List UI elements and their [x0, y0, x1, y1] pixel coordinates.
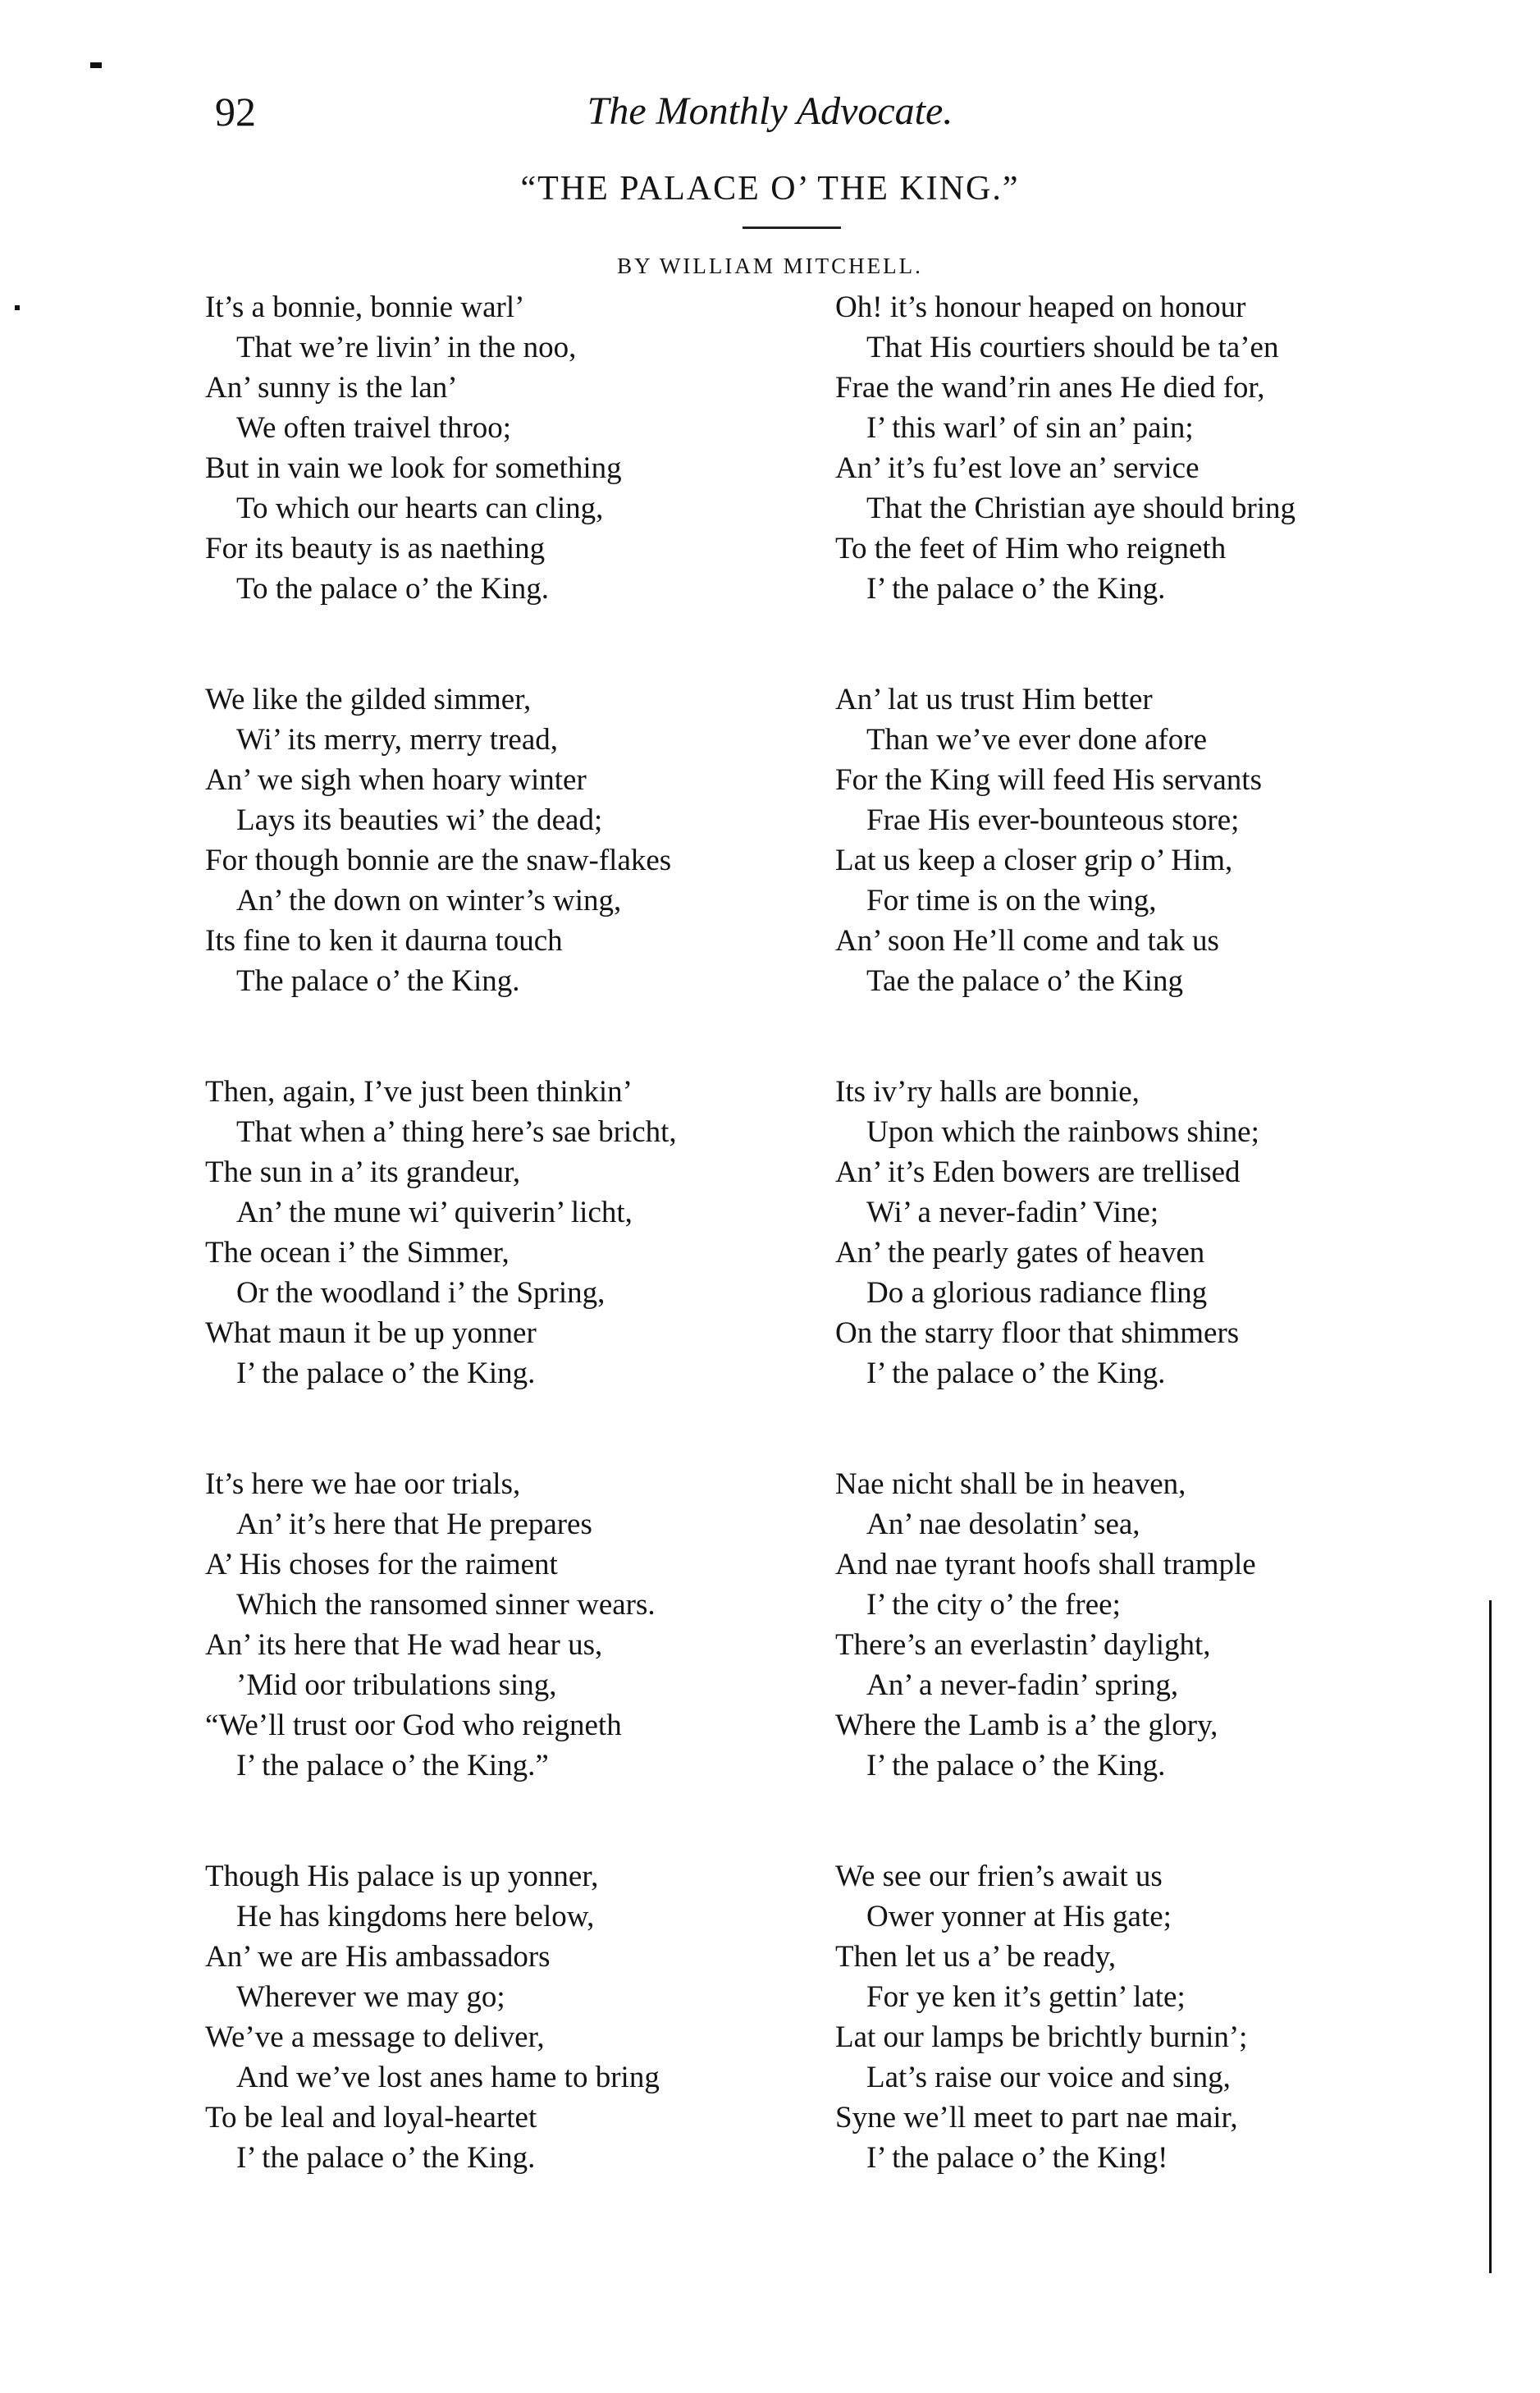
verse-line: Then let us a’ be ready,	[835, 1940, 1117, 1974]
verse-line: The ocean i’ the Simmer,	[205, 1236, 510, 1270]
verse-line: I’ the palace o’ the King.	[236, 2141, 536, 2175]
verse-line: Nae nicht shall be in heaven,	[835, 1467, 1186, 1501]
verse-line: Though His palace is up yonner,	[205, 1860, 599, 1893]
verse-line: We’ve a message to deliver,	[205, 2020, 545, 2054]
verse-line: To which our hearts can cling,	[236, 492, 604, 525]
verse-line: Frae the wand’rin anes He died for,	[835, 371, 1265, 405]
verse-line: An’ nae desolatin’ sea,	[866, 1508, 1140, 1541]
poem-title: “THE PALACE O’ THE KING.”	[520, 170, 1020, 208]
verse-line: The palace o’ the King.	[236, 964, 520, 998]
verse-line: An’ the mune wi’ quiverin’ licht,	[236, 1196, 633, 1229]
verse-line: To the palace o’ the King.	[236, 572, 549, 606]
verse-line: Oh! it’s honour heaped on honour	[835, 291, 1246, 324]
verse-line: That we’re livin’ in the noo,	[236, 331, 577, 364]
verse-line: Than we’ve ever done afore	[866, 723, 1207, 757]
verse-line: A’ His choses for the raiment	[205, 1548, 558, 1581]
verse-line: Wherever we may go;	[236, 1980, 505, 2014]
stanza	[205, 679, 861, 1072]
verse-line: To be leal and loyal-heartet	[205, 2101, 537, 2134]
verse-line: Its iv’ry halls are bonnie,	[835, 1075, 1140, 1109]
running-head: The Monthly Advocate.	[587, 89, 953, 133]
stanza	[205, 1072, 861, 1464]
stanza	[835, 1464, 1492, 1856]
verse-line: We like the gilded simmer,	[205, 683, 532, 716]
verse-line: An’ we are His ambassadors	[205, 1940, 551, 1974]
verse-line: Where the Lamb is a’ the glory,	[835, 1709, 1218, 1742]
verse-line: On the starry floor that shimmers	[835, 1316, 1240, 1350]
verse-line: Lat our lamps be brichtly burnin’;	[835, 2020, 1248, 2054]
verse-line: I’ the palace o’ the King!	[866, 2141, 1168, 2175]
stanza	[835, 287, 1492, 679]
verse-line: That His courtiers should be ta’en	[866, 331, 1279, 364]
verse-line: An’ the pearly gates of heaven	[835, 1236, 1205, 1270]
verse-line: Tae the palace o’ the King	[866, 964, 1184, 998]
verse-line: An’ it’s Eden bowers are trellised	[835, 1155, 1241, 1189]
verse-line: The sun in a’ its grandeur,	[205, 1155, 521, 1189]
verse-line: An’ lat us trust Him better	[835, 683, 1153, 716]
verse-line: An’ its here that He wad hear us,	[205, 1628, 603, 1662]
verse-line: Do a glorious radiance fling	[866, 1276, 1208, 1310]
verse-line: Then, again, I’ve just been thinkin’	[205, 1075, 633, 1109]
stanza	[205, 287, 861, 679]
verse-line: An’ soon He’ll come and tak us	[835, 924, 1219, 958]
verse-line: An’ it’s fu’est love an’ service	[835, 451, 1200, 485]
byline: BY WILLIAM MITCHELL.	[617, 254, 923, 278]
verse-line: Which the ransomed sinner wears.	[236, 1588, 656, 1622]
left-column	[205, 287, 861, 2249]
verse-line: For ye ken it’s gettin’ late;	[866, 1980, 1186, 2014]
verse-line: Wi’ a never-fadin’ Vine;	[866, 1196, 1159, 1229]
right-column	[835, 287, 1492, 2249]
verse-line: An’ a never-fadin’ spring,	[866, 1668, 1179, 1702]
verse-line: “We’ll trust oor God who reigneth	[205, 1709, 622, 1742]
verse-line: Its fine to ken it daurna touch	[205, 924, 563, 958]
verse-line: ’Mid oor tribulations sing,	[236, 1668, 557, 1702]
verse-line: We see our frien’s await us	[835, 1860, 1163, 1893]
scan-mark	[15, 305, 20, 310]
verse-line: There’s an everlastin’ daylight,	[835, 1628, 1211, 1662]
stanza	[205, 1464, 861, 1856]
verse-line: For the King will feed His servants	[835, 763, 1262, 797]
verse-line: Lays its beauties wi’ the dead;	[236, 803, 603, 837]
verse-line: To the feet of Him who reigneth	[835, 532, 1227, 565]
verse-line: For time is on the wing,	[866, 884, 1157, 917]
verse-line: I’ the palace o’ the King.	[236, 1357, 536, 1390]
verse-line: I’ the palace o’ the King.	[866, 1749, 1166, 1782]
verse-line: Upon which the rainbows shine;	[866, 1115, 1259, 1149]
verse-line: What maun it be up yonner	[205, 1316, 537, 1350]
verse-line: For though bonnie are the snaw-flakes	[205, 844, 672, 877]
verse-line: But in vain we look for something	[205, 451, 622, 485]
verse-line: An’ it’s here that He prepares	[236, 1508, 592, 1541]
verse-line: Lat us keep a closer grip o’ Him,	[835, 844, 1233, 877]
verse-line: And nae tyrant hoofs shall trample	[835, 1548, 1256, 1581]
verse-line: We often traivel throo;	[236, 411, 512, 445]
title-rule	[743, 226, 841, 229]
verse-line: An’ we sigh when hoary winter	[205, 763, 587, 797]
page-header	[0, 79, 1540, 144]
page-number: 92	[215, 89, 256, 135]
verse-line: And we’ve lost anes hame to bring	[236, 2061, 660, 2094]
verse-line: Wi’ its merry, merry tread,	[236, 723, 558, 757]
stanza	[205, 1856, 861, 2249]
verse-line: An’ the down on winter’s wing,	[236, 884, 622, 917]
scan-mark	[90, 62, 102, 68]
verse-line: I’ the city o’ the free;	[866, 1588, 1121, 1622]
verse-line: That when a’ thing here’s sae bricht,	[236, 1115, 677, 1149]
verse-line: I’ the palace o’ the King.”	[236, 1749, 549, 1782]
verse-line: Syne we’ll meet to part nae mair,	[835, 2101, 1238, 2134]
verse-line: An’ sunny is the lan’	[205, 371, 458, 405]
verse-line: That the Christian aye should bring	[866, 492, 1296, 525]
stanza	[835, 1856, 1492, 2249]
verse-line: Or the woodland i’ the Spring,	[236, 1276, 605, 1310]
verse-line: He has kingdoms here below,	[236, 1900, 595, 1933]
stanza	[835, 679, 1492, 1072]
verse-line: I’ the palace o’ the King.	[866, 1357, 1166, 1390]
verse-line: Lat’s raise our voice and sing,	[866, 2061, 1231, 2094]
stanza	[835, 1072, 1492, 1464]
verse-line: Ower yonner at His gate;	[866, 1900, 1172, 1933]
verse-line: I’ the palace o’ the King.	[866, 572, 1166, 606]
verse-line: It’s here we hae oor trials,	[205, 1467, 521, 1501]
verse-line: I’ this warl’ of sin an’ pain;	[866, 411, 1194, 445]
verse-line: For its beauty is as naething	[205, 532, 546, 565]
verse-line: It’s a bonnie, bonnie warl’	[205, 291, 525, 324]
verse-line: Frae His ever-bounteous store;	[866, 803, 1240, 837]
